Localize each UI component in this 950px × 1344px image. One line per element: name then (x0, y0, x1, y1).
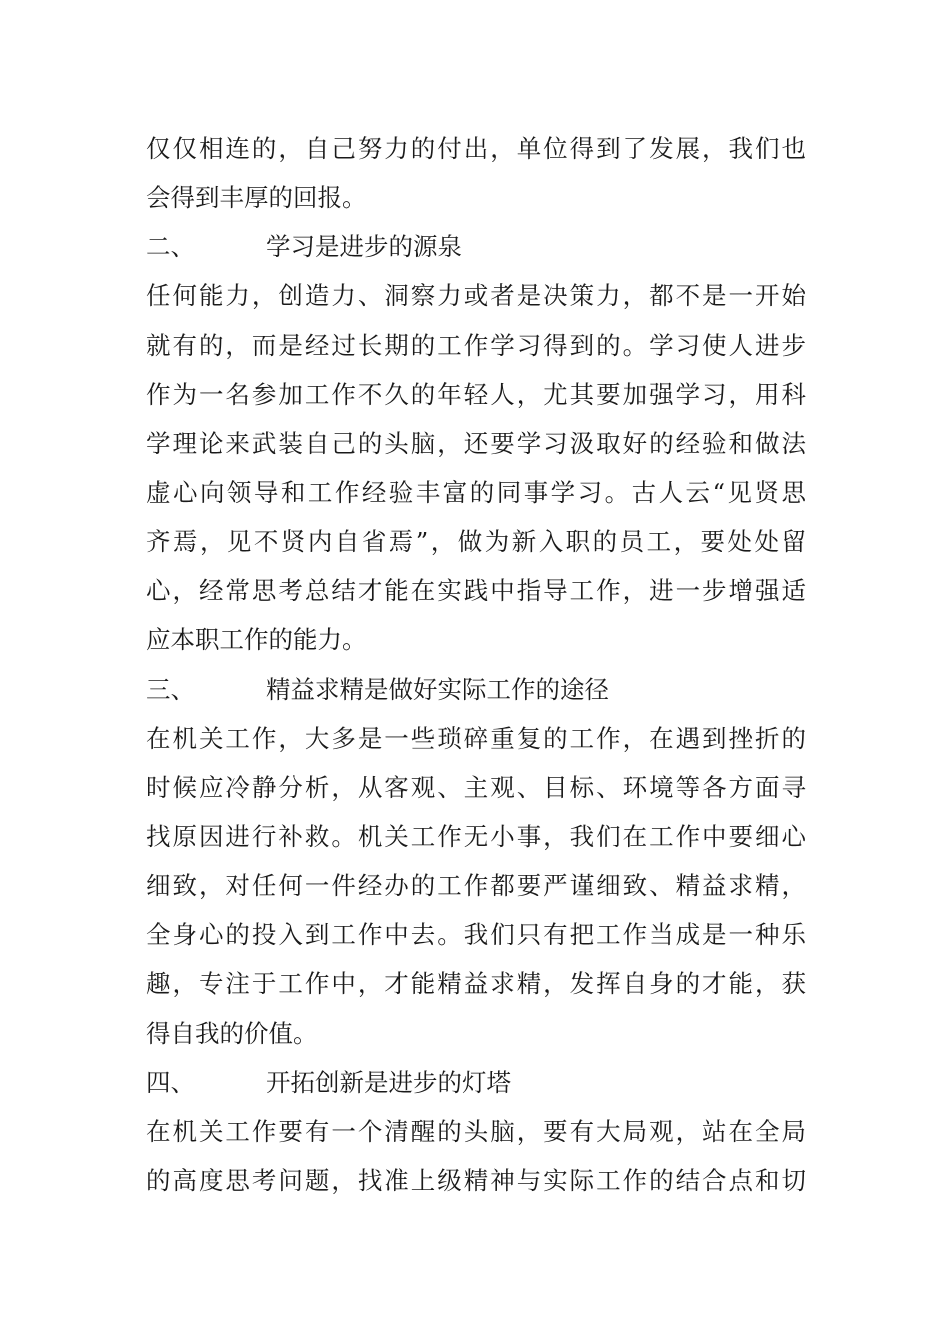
paragraph-line: 在机关工作要有一个清醒的头脑，要有大局观，站在全局 (146, 1116, 806, 1146)
section-heading (146, 665, 806, 714)
paragraph-line: 齐焉，见不贤内自省焉”，做为新入职的员工，要处处留 (146, 527, 806, 557)
paragraph-line: 得自我的价值。 (146, 1018, 318, 1048)
section-title: 开拓创新是进步的灯塔 (266, 1067, 511, 1097)
section-heading (146, 222, 806, 271)
paragraph-line: 全身心的投入到工作中去。我们只有把工作当成是一种乐 (146, 920, 806, 950)
paragraph-line: 趣，专注于工作中，才能精益求精，发挥自身的才能，获 (146, 969, 806, 999)
paragraph-line: 会得到丰厚的回报。 (146, 183, 367, 213)
paragraph-line: 时候应冷静分析，从客观、主观、目标、环境等各方面寻 (146, 772, 806, 802)
section-title: 学习是进步的源泉 (266, 232, 462, 262)
paragraph-line: 心，经常思考总结才能在实践中指导工作，进一步增强适 (146, 576, 806, 606)
paragraph-line: 学理论来武装自己的头脑，还要学习汲取好的经验和做法 (146, 428, 806, 458)
section-title: 精益求精是做好实际工作的途径 (266, 674, 609, 704)
section-number: 四、 (146, 1067, 195, 1097)
paragraph-line: 任何能力，创造力、洞察力或者是决策力，都不是一开始 (146, 281, 806, 311)
paragraph-line: 应本职工作的能力。 (146, 625, 367, 655)
paragraph-line: 作为一名参加工作不久的年轻人，尤其要加强学习，用科 (146, 379, 806, 409)
section-heading (146, 1058, 806, 1107)
paragraph-line: 的高度思考问题，找准上级精神与实际工作的结合点和切 (146, 1165, 806, 1195)
paragraph-line: 虚心向领导和工作经验丰富的同事学习。古人云“见贤思 (146, 477, 806, 507)
paragraph-line: 就有的，而是经过长期的工作学习得到的。学习使人进步 (146, 330, 806, 360)
paragraph-line: 在机关工作，大多是一些琐碎重复的工作，在遇到挫折的 (146, 723, 806, 753)
paragraph-line: 仅仅相连的，自己努力的付出，单位得到了发展，我们也 (146, 134, 806, 163)
paragraph-line: 细致，对任何一件经办的工作都要严谨细致、精益求精， (146, 871, 806, 901)
paragraph-line: 找原因进行补救。机关工作无小事，我们在工作中要细心 (146, 821, 806, 851)
section-number: 三、 (146, 674, 195, 704)
document-body (146, 124, 806, 1205)
section-number: 二、 (146, 232, 195, 262)
